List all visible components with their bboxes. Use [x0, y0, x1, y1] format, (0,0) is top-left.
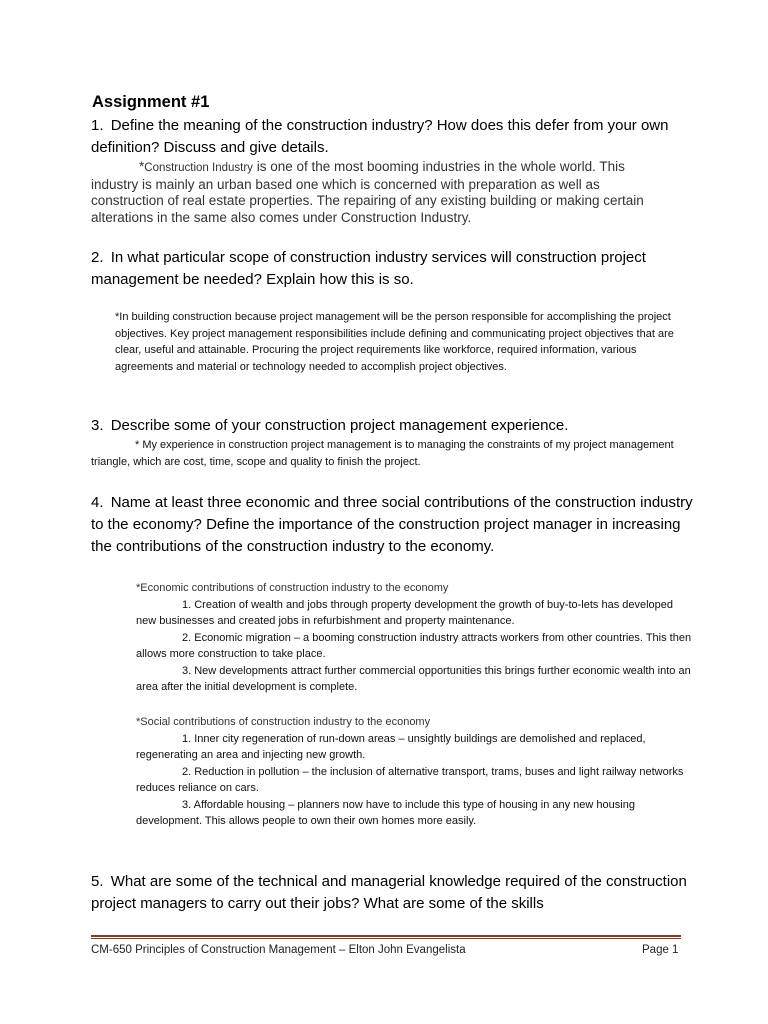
answer-1	[91, 159, 671, 226]
footer-page-number: Page 1	[642, 944, 679, 956]
question-5	[91, 871, 703, 915]
question-2-number: 2.	[91, 249, 104, 266]
social-item: 2. Reduction in pollution – the inclusion of alternative transport, trams, buses and light railway networks reduces reliance on cars.	[136, 765, 684, 794]
assignment-title: Assignment #1	[92, 93, 210, 111]
answer-3	[91, 437, 681, 470]
question-3-text: Describe some of your construction project management experience.	[110, 417, 569, 434]
question-2	[91, 247, 703, 291]
economic-item: 1. Creation of wealth and jobs through property development the growth of buy-to-lets has developed new businesses and created jobs in refurbishment and property maintenance.	[136, 598, 674, 627]
answer-2: *In building construction because project management will be the person responsible for accomplishing the project objectives. Key project management responsibilities include defining and communicating project objectives that are clear, useful and attainable. Procuring the project requirements like workforce, required information, various agreements and material or technology needed to accomplish project objectives.	[115, 311, 674, 373]
footer-divider-thin	[91, 938, 681, 939]
social-contributions	[136, 714, 696, 830]
question-2-text: In what particular scope of construction industry services will construction project management be needed? Explain how this is so.	[91, 249, 646, 288]
question-4	[91, 492, 703, 558]
social-heading: *Social contributions of construction industry to the economy	[136, 716, 431, 728]
question-3-number: 3.	[91, 417, 104, 434]
answer-1-prefix: *	[139, 159, 145, 174]
footer-course-label: CM-650 Principles of Construction Management – Elton John Evangelista	[91, 944, 466, 956]
social-item: 1. Inner city regeneration of run-down areas – unsightly buildings are demolished and replaced, regenerating an area and injecting new growth.	[136, 732, 646, 761]
economic-contributions	[136, 580, 696, 696]
question-1	[91, 115, 703, 159]
economic-item: 2. Economic migration – a booming construction industry attracts workers from other countries. This then allows more construction to take place.	[136, 631, 692, 660]
question-1-number: 1.	[91, 117, 104, 134]
question-4-text: Name at least three economic and three social contributions of the construction industry to the economy? Define the importance of the construction project manager in increasing the contributions of the construction industry to the economy.	[91, 494, 693, 555]
question-3	[91, 415, 703, 437]
question-1-text: Define the meaning of the construction industry? How does this defer from your own definition? Discuss and give details.	[91, 117, 669, 156]
footer-divider	[91, 935, 681, 937]
question-5-number: 5.	[91, 873, 104, 890]
social-item: 3. Affordable housing – planners now have to include this type of housing in any new housing development. This allows people to own their own homes more easily.	[136, 798, 635, 827]
question-5-text: What are some of the technical and managerial knowledge required of the construction project managers to carry out their jobs? What are some of the skills	[91, 873, 687, 912]
answer-1-term: Construction Industry	[144, 162, 253, 174]
question-4-number: 4.	[91, 494, 104, 511]
answer-3-text: * My experience in construction project management is to managing the constraints of my project management triangle, which are cost, time, scope and quality to finish the project.	[91, 439, 674, 468]
answer-1-text: is one of the most booming industries in the whole world. This industry is mainly an urban based one which is concerned with preparation as well as construction of real estate properties. The repairing of any existing building or making certain alterations in the same also comes under Construction Industry.	[91, 159, 644, 225]
economic-item: 3. New developments attract further commercial opportunities this brings further economic wealth into an area after the initial development is complete.	[136, 664, 691, 693]
economic-heading: *Economic contributions of construction industry to the economy	[136, 582, 449, 594]
